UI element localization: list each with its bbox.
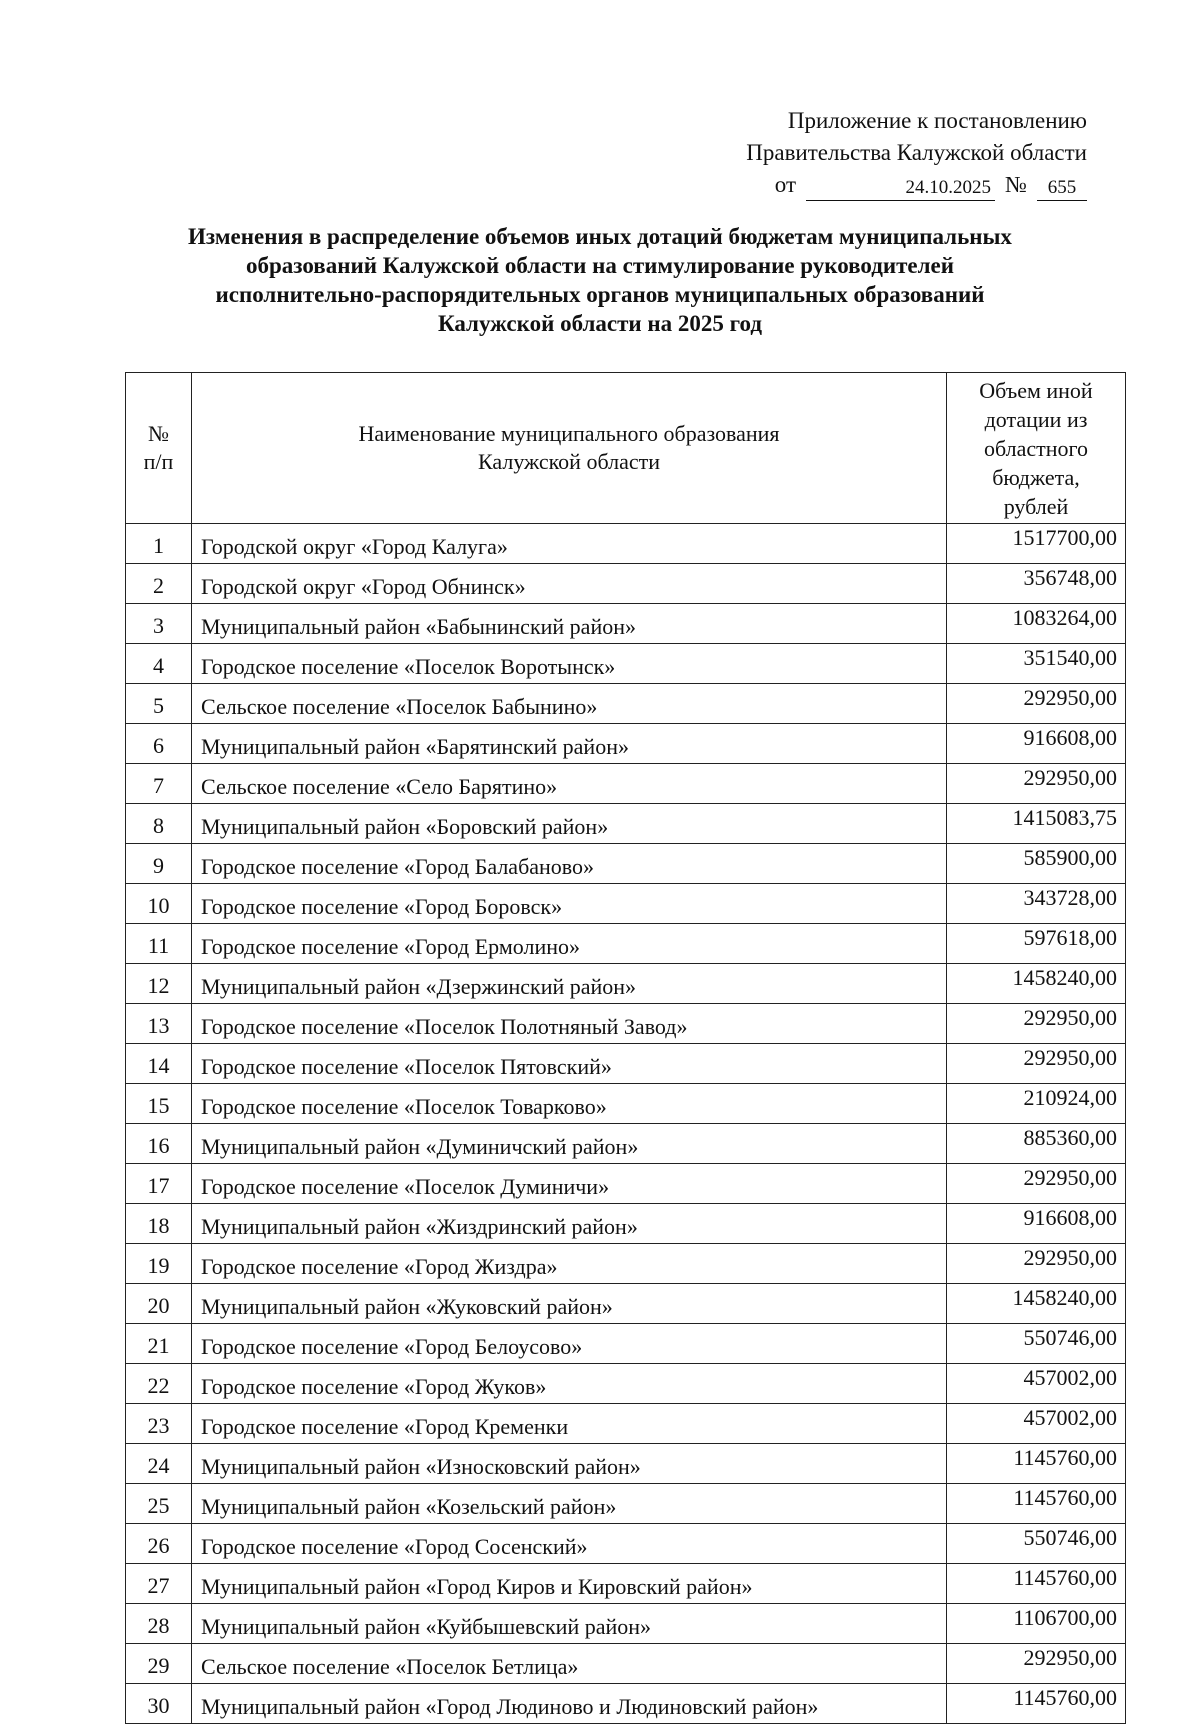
municipality-name: Муниципальный район «Козельский район» (192, 1484, 947, 1524)
table-row (126, 1284, 1126, 1324)
subsidy-amount: 292950,00 (947, 764, 1126, 804)
row-number: 24 (126, 1444, 192, 1484)
subsidy-amount: 343728,00 (947, 884, 1126, 924)
row-number: 11 (126, 924, 192, 964)
from-label: от (774, 172, 797, 197)
row-number: 15 (126, 1084, 192, 1124)
municipality-name: Муниципальный район «Износковский район» (192, 1444, 947, 1484)
resolution-number: 655 (1037, 177, 1087, 201)
municipality-name: Муниципальный район «Бабынинский район» (192, 604, 947, 644)
row-number: 22 (126, 1364, 192, 1404)
header-amount-line-3: областного (983, 435, 1089, 461)
table-row (126, 564, 1126, 604)
subsidy-amount: 292950,00 (947, 1004, 1126, 1044)
row-number: 25 (126, 1484, 192, 1524)
table-row (126, 644, 1126, 684)
table-row (126, 1364, 1126, 1404)
subsidy-amount: 1083264,00 (947, 604, 1126, 644)
subsidy-amount: 585900,00 (947, 844, 1126, 884)
row-number: 28 (126, 1604, 192, 1644)
row-number: 10 (126, 884, 192, 924)
subsidy-amount: 1415083,75 (947, 804, 1126, 844)
table-row (126, 524, 1126, 564)
table-row (126, 1044, 1126, 1084)
row-number: 2 (126, 564, 192, 604)
municipality-name: Муниципальный район «Барятинский район» (192, 724, 947, 764)
subsidy-amount: 550746,00 (947, 1324, 1126, 1364)
row-number: 9 (126, 844, 192, 884)
row-number: 27 (126, 1564, 192, 1604)
table-row (126, 1684, 1126, 1724)
row-number: 30 (126, 1684, 192, 1724)
table-row (126, 684, 1126, 724)
subsidy-amount: 457002,00 (947, 1364, 1126, 1404)
subsidy-amount: 597618,00 (947, 924, 1126, 964)
row-number: 4 (126, 644, 192, 684)
header-municipality-name (192, 373, 947, 524)
municipality-name: Городское поселение «Поселок Воротынск» (192, 644, 947, 684)
table-row (126, 1204, 1126, 1244)
subsidy-amount: 1458240,00 (947, 964, 1126, 1004)
subsidy-amount: 916608,00 (947, 1204, 1126, 1244)
title-line-2: образований Калужской области на стимулирование руководителей (245, 253, 955, 278)
subsidy-amount: 1145760,00 (947, 1444, 1126, 1484)
subsidy-amount: 356748,00 (947, 564, 1126, 604)
table-row (126, 604, 1126, 644)
subsidy-amount: 1106700,00 (947, 1604, 1126, 1644)
municipality-name: Городское поселение «Город Боровск» (192, 884, 947, 924)
table-row (126, 1484, 1126, 1524)
table-header (126, 373, 1126, 524)
municipality-name: Городское поселение «Поселок Полотняный Завод» (192, 1004, 947, 1044)
subsidy-amount: 1458240,00 (947, 1284, 1126, 1324)
table-row (126, 1444, 1126, 1484)
subsidy-amount: 292950,00 (947, 1644, 1126, 1684)
subsidy-amount: 1145760,00 (947, 1684, 1126, 1724)
municipality-name: Городское поселение «Город Белоусово» (192, 1324, 947, 1364)
number-label: № (1005, 172, 1027, 197)
row-number: 21 (126, 1324, 192, 1364)
header-amount-line-4: бюджета, (992, 464, 1080, 490)
row-number: 17 (126, 1164, 192, 1204)
municipality-name: Городское поселение «Город Балабаново» (192, 844, 947, 884)
subsidy-amount: 1145760,00 (947, 1564, 1126, 1604)
table-row (126, 884, 1126, 924)
row-number: 6 (126, 724, 192, 764)
row-number: 23 (126, 1404, 192, 1444)
header-amount (947, 373, 1126, 524)
resolution-date: 24.10.2025 (806, 177, 995, 201)
municipality-name: Муниципальный район «Дзержинский район» (192, 964, 947, 1004)
table-row (126, 1124, 1126, 1164)
subsidy-amount: 916608,00 (947, 724, 1126, 764)
subsidy-amount: 550746,00 (947, 1524, 1126, 1564)
row-number: 14 (126, 1044, 192, 1084)
subsidies-table (125, 372, 1126, 1724)
subsidy-amount: 457002,00 (947, 1404, 1126, 1444)
row-number: 8 (126, 804, 192, 844)
row-number: 26 (126, 1524, 192, 1564)
row-number: 13 (126, 1004, 192, 1044)
table-row (126, 1524, 1126, 1564)
table-row (126, 964, 1126, 1004)
table-row (126, 1404, 1126, 1444)
municipality-name: Городское поселение «Поселок Думиничи» (192, 1164, 947, 1204)
municipality-name: Муниципальный район «Жуковский район» (192, 1284, 947, 1324)
table-body (126, 524, 1126, 1724)
municipality-name: Сельское поселение «Поселок Бабынино» (192, 684, 947, 724)
subsidy-amount: 351540,00 (947, 644, 1126, 684)
row-number: 12 (126, 964, 192, 1004)
municipality-name: Сельское поселение «Село Барятино» (192, 764, 947, 804)
table-row (126, 844, 1126, 884)
municipality-name: Муниципальный район «Жиздринский район» (192, 1204, 947, 1244)
municipality-name: Городское поселение «Поселок Пятовский» (192, 1044, 947, 1084)
municipality-name: Городское поселение «Город Ермолино» (192, 924, 947, 964)
table-row (126, 1564, 1126, 1604)
municipality-name: Муниципальный район «Город Людиново и Людиновский район» (192, 1684, 947, 1724)
appendix-line-2: Правительства Калужской области (746, 140, 1087, 165)
table-row (126, 1324, 1126, 1364)
municipality-name: Городское поселение «Город Жуков» (192, 1364, 947, 1404)
row-number: 29 (126, 1644, 192, 1684)
municipality-name: Городское поселение «Поселок Товарково» (192, 1084, 947, 1124)
table-row (126, 724, 1126, 764)
row-number: 3 (126, 604, 192, 644)
document-title (60, 222, 1140, 338)
subsidy-amount: 885360,00 (947, 1124, 1126, 1164)
appendix-header (667, 105, 1087, 201)
municipality-name: Муниципальный район «Город Киров и Кировский район» (192, 1564, 947, 1604)
subsidy-amount: 292950,00 (947, 684, 1126, 724)
row-number: 16 (126, 1124, 192, 1164)
appendix-date-line (667, 169, 1087, 201)
title-line-1: Изменения в распределение объемов иных дотаций бюджетам муниципальных (188, 224, 1012, 249)
subsidy-amount: 1517700,00 (947, 524, 1126, 564)
header-amount-line-5: рублей (1003, 493, 1069, 519)
header-number (126, 373, 192, 524)
header-name-line-2: Калужской области (478, 449, 660, 474)
table-row (126, 764, 1126, 804)
table-row (126, 1604, 1126, 1644)
row-number: 19 (126, 1244, 192, 1284)
header-amount-line-1: Объем иной (979, 377, 1093, 403)
municipality-name: Муниципальный район «Думиничский район» (192, 1124, 947, 1164)
subsidy-amount: 292950,00 (947, 1044, 1126, 1084)
table-row (126, 1244, 1126, 1284)
row-number: 1 (126, 524, 192, 564)
row-number: 18 (126, 1204, 192, 1244)
header-number-line-2: п/п (143, 449, 174, 474)
row-number: 7 (126, 764, 192, 804)
municipality-name: Муниципальный район «Куйбышевский район» (192, 1604, 947, 1644)
municipality-name: Городской округ «Город Обнинск» (192, 564, 947, 604)
table-row (126, 924, 1126, 964)
municipality-name: Сельское поселение «Поселок Бетлица» (192, 1644, 947, 1684)
title-line-3: исполнительно-распорядительных органов муниципальных образований (215, 282, 985, 307)
subsidy-amount: 210924,00 (947, 1084, 1126, 1124)
subsidy-amount: 292950,00 (947, 1244, 1126, 1284)
table-row (126, 1164, 1126, 1204)
municipality-name: Городское поселение «Город Жиздра» (192, 1244, 947, 1284)
subsidy-amount: 1145760,00 (947, 1484, 1126, 1524)
table-row (126, 1084, 1126, 1124)
municipality-name: Муниципальный район «Боровский район» (192, 804, 947, 844)
row-number: 20 (126, 1284, 192, 1324)
header-name-line-1: Наименование муниципального образования (358, 421, 780, 446)
municipality-name: Городской округ «Город Калуга» (192, 524, 947, 564)
subsidy-amount: 292950,00 (947, 1164, 1126, 1204)
header-amount-line-2: дотации из (984, 406, 1088, 432)
municipality-name: Городское поселение «Город Сосенский» (192, 1524, 947, 1564)
appendix-line-1: Приложение к постановлению (787, 108, 1087, 133)
title-line-4: Калужской области на 2025 год (437, 311, 763, 336)
municipality-name: Городское поселение «Город Кременки (192, 1404, 947, 1444)
row-number: 5 (126, 684, 192, 724)
header-number-line-1: № (148, 421, 169, 446)
table-row (126, 1004, 1126, 1044)
table-row (126, 804, 1126, 844)
